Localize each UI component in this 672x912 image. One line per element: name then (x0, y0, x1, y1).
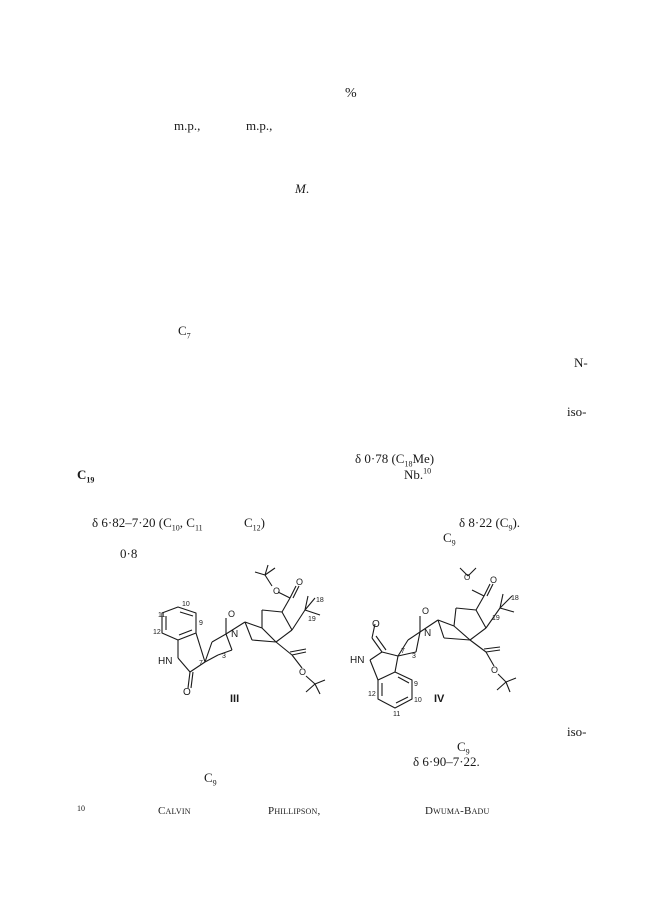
delta-078-shift (355, 451, 435, 469)
iii-label: III (230, 693, 240, 705)
carbon-9-label-b (457, 739, 470, 757)
iii-num-3: 3 (222, 653, 226, 660)
m-symbol: M (295, 181, 306, 196)
delta822-pre: δ 8·22 (C (459, 515, 509, 530)
iii-num-18: 18 (316, 597, 324, 604)
nb-reference (404, 468, 431, 481)
mp-label-2: m.p., (246, 118, 273, 133)
delta-822-shift (459, 515, 521, 533)
iv-atom-o-ester1: O (464, 573, 471, 582)
iii-num-7: 7 (199, 660, 203, 667)
iii-atom-o-ester1: O (273, 586, 281, 596)
delta682-sub2: 11 (194, 523, 203, 533)
delta078-pre: δ 0·78 (C (355, 451, 405, 466)
iv-atom-o-ester2a: O (490, 575, 498, 585)
iii-num-9: 9 (199, 620, 203, 627)
m-dot: . (305, 181, 310, 196)
carbon-12-label (244, 515, 266, 533)
footnote-number: 10 (77, 804, 85, 813)
carbon-9-label-a (443, 530, 456, 548)
c12-post: ) (260, 515, 266, 530)
iii-atom-o: O (228, 609, 236, 619)
iii-num-10: 10 (182, 601, 190, 608)
iv-num-18: 18 (511, 595, 519, 602)
iii-atom-o-ester2b: O (299, 667, 307, 677)
author-calvin: Calvin (158, 805, 191, 817)
c19-sub: 19 (86, 475, 95, 485)
percent-sign: % (345, 86, 357, 101)
c12-sub: 12 (252, 523, 261, 533)
c12-c: C (244, 515, 253, 530)
c9c-c: C (204, 770, 213, 785)
molecular-ion-symbol (295, 182, 309, 195)
delta078-sub: 18 (404, 459, 413, 469)
c19-c: C (77, 467, 87, 482)
iii-atom-o-ester2a: O (296, 577, 304, 587)
iii-atom-n: N (231, 629, 239, 640)
delta078-post: Me) (412, 451, 435, 466)
mp-label-1: m.p., (174, 118, 201, 133)
delta682-sub1: 10 (171, 523, 180, 533)
nb-sup: 10 (423, 466, 432, 476)
iv-num-12: 12 (368, 691, 376, 698)
iv-num-11: 11 (393, 711, 401, 718)
c7-sub: 7 (186, 331, 191, 341)
iv-num-9: 9 (414, 681, 418, 688)
value-08: 0·8 (120, 546, 138, 561)
iv-num-19: 19 (492, 615, 500, 622)
iv-num-3: 3 (412, 653, 416, 660)
iv-benzene-ring (378, 672, 412, 708)
delta682-pre: δ 6·82–7·20 (C (92, 515, 172, 530)
c9b-sub: 9 (465, 747, 470, 757)
iso-prefix-2: iso- (567, 724, 587, 739)
iii-num-11: 11 (158, 612, 166, 619)
c9c-sub: 9 (212, 778, 217, 788)
structure-IV (340, 560, 530, 720)
delta-690-shift: δ 6·90–7·22. (413, 754, 480, 769)
iii-benzene-ring (162, 607, 196, 640)
iv-atom-n: N (424, 628, 432, 639)
nb-text: Nb. (404, 467, 424, 482)
delta-682-shift (92, 515, 203, 533)
author-dwuma-badu: Dwuma-Badu (425, 805, 490, 817)
iv-atom-o-ester2b: O (491, 665, 499, 675)
n-prefix: N- (574, 355, 588, 370)
iv-label: IV (434, 693, 445, 705)
iii-num-19: 19 (308, 616, 316, 623)
iv-num-7: 7 (401, 648, 405, 655)
c7-c: C (178, 323, 187, 338)
iv-atom-hn: HN (350, 655, 365, 666)
delta822-post: ). (512, 515, 521, 530)
delta822-sub: 9 (508, 523, 513, 533)
carbon-19-label (77, 467, 95, 485)
iv-num-10: 10 (414, 697, 422, 704)
iso-prefix-1: iso- (567, 404, 587, 419)
iii-num-12: 12 (153, 629, 161, 636)
c9a-sub: 9 (451, 538, 456, 548)
iv-atom-o: O (422, 606, 430, 616)
c9a-c: C (443, 530, 452, 545)
structure-III (150, 560, 340, 710)
carbon-7-label (178, 323, 191, 341)
author-phillipson: Phillipson, (268, 805, 321, 817)
delta682-mid: , C (179, 515, 195, 530)
c9b-c: C (457, 739, 466, 754)
iii-atom-o-lactam: O (183, 687, 191, 698)
carbon-9-label-c (204, 770, 217, 788)
iii-atom-hn: HN (158, 656, 173, 667)
iv-atom-o-lactam: O (372, 619, 380, 630)
